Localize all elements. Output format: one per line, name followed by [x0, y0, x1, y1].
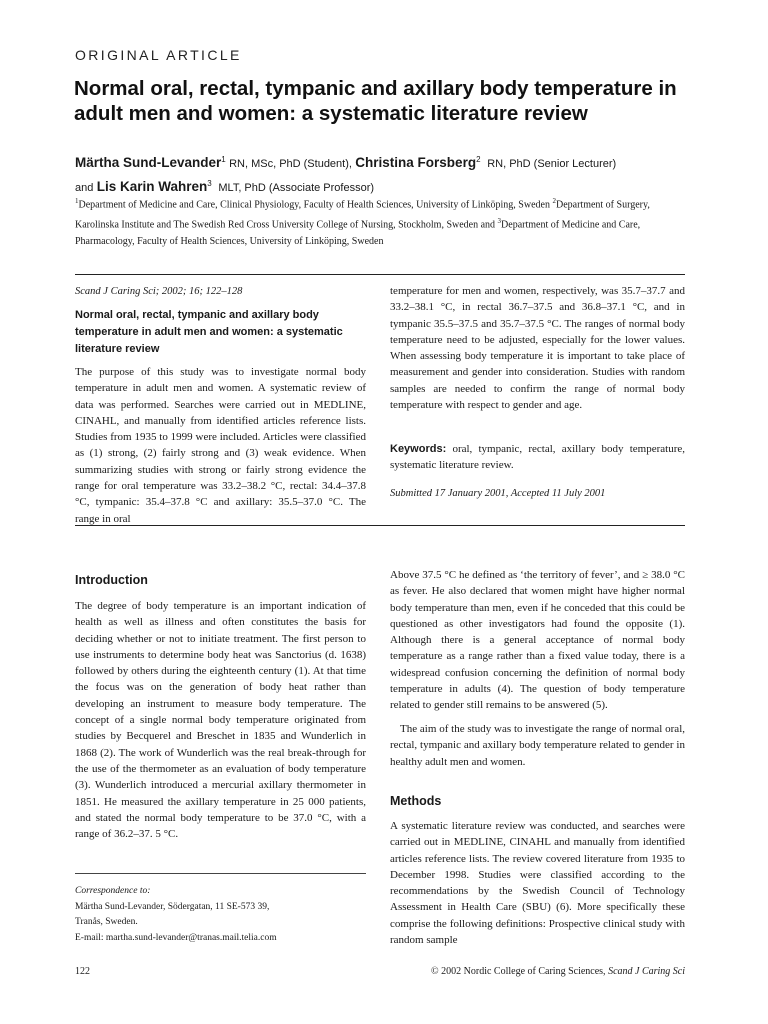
footer-journal: Scand J Caring Sci: [608, 966, 685, 977]
author-credentials: MLT, PhD (Associate Professor): [218, 182, 375, 194]
keywords-label: Keywords:: [390, 443, 447, 455]
introduction-body: The degree of body temperature is an important indication of health as well as illness and often constitutes the basis for deciding whether or not to initiate treatment. The first person to use instruments to determine body heat was Sanctorius (d. 1638) followed by others during the eighteenth century (1). At that time the focus was on the generation of body heat rather than developing an instrument to measure body temperature. The concept of a single normal body temperature originated from studies by Becquerel and Breschet in 1835 and Wunderlich in 1868 (2). The work of Wunderlich was the real break-through for the use of the thermometer as an evaluation of body temperature (3). Wunderlich introduced a mercurial axillary thermometer in 1851. He measured the axillary temperature in 25 000 patients, and stated the normal body temperature to be 37.0 °C, with a range of 36.2–37. 5 °C.: [75, 600, 366, 841]
top-divider: [75, 274, 685, 275]
correspondence-address: Märtha Sund-Levander, Södergatan, 11 SE-573 39,: [75, 901, 270, 912]
correspondence-label: Correspondence to:: [75, 886, 151, 896]
keywords-text: oral, tympanic, rectal, axillary body temperature, systematic literature review.: [390, 443, 686, 472]
affiliation-3: Department of Medicine and Care, Pharmacology, Faculty of Health Sciences, University of Linköping, Sweden: [75, 219, 641, 247]
author-credentials: RN, MSc, PhD (Student),: [229, 158, 352, 170]
methods-body: A systematic literature review was conducted, and searches were carried out in MEDLINE, CINAHL and manually from identified articles reference lists. The review covered literature from 1935 to December 1998. Studies were classified according to the recommendations by the Swedish Council of Technology Assessment in Health Care (SBU) (6). More specifically these comprise the following definitions: Prospective clinical study with random sample: [390, 820, 685, 947]
correspondence-email: E-mail: martha.sund-levander@tranas.mail.telia.com: [75, 932, 277, 943]
section-label: ORIGINAL ARTICLE: [75, 47, 242, 63]
correspondence-city: Tranås, Sweden.: [75, 917, 138, 927]
affiliation-2: Department of Surgery, Karolinska Institute and The Swedish Red Cross University College of Nursing, Stockholm, Sweden and: [75, 199, 650, 231]
article-title: Normal oral, rectal, tympanic and axillary body temperature in adult men and women: a systematic literature review: [74, 77, 677, 125]
keywords: [390, 441, 685, 474]
author-name: Christina Forsberg: [355, 155, 477, 170]
introduction-continued: Above 37.5 °C he defined as ‘the territory of fever’, and ≥ 38.0 °C as fever. He also declared that women might have higher normal body temperature than men, even if he conceded that this could be questioned as other investigators had found the opposite (1). Although there is a general acceptance of normal body temperature as a range rather than a fixed value today, there is a widespread confusion concerning the definition of normal body temperature in adults (4). The question of body temperature related to gender still remains to be answered (5).: [390, 569, 685, 712]
abstract-divider: [75, 525, 685, 526]
affiliations: $^1$Department of Medicine and Care, Clinical Physiology, Faculty of Health Sciences, University of Linköping, Sweden $^2$Department of Surgery, Karolinska Institute and The Swedish Red Cross University College of Nursing, Stockholm, Sweden and $^3$Department of Medicine and Care, Pharmacology, Faculty of Health Sciences, University of Linköping, Sweden: [75, 197, 650, 247]
author-name: Lis Karin Wahren: [96, 179, 208, 194]
author-list: [75, 150, 715, 198]
author-prefix: and: [75, 182, 94, 194]
copyright-text: © 2002 Nordic College of Caring Sciences,: [431, 966, 606, 977]
author-credentials: RN, PhD (Senior Lecturer): [487, 158, 617, 170]
author-sup: 2: [476, 155, 481, 164]
author-sup: 3: [207, 179, 212, 188]
page-number: 122: [75, 966, 90, 977]
methods-heading: Methods: [390, 794, 442, 808]
journal-reference: Scand J Caring Sci; 2002; 16; 122–128: [75, 286, 243, 297]
introduction-heading: Introduction: [75, 573, 148, 587]
introduction-aim: The aim of the study was to investigate the range of normal oral, rectal, tympanic and axillary body temperature related to gender in healthy adult men and women.: [390, 723, 685, 768]
abstract-title: Normal oral, rectal, tympanic and axillary body temperature in adult men and women: a systematic literature review: [75, 309, 343, 355]
affiliation-1: Department of Medicine and Care, Clinical Physiology, Faculty of Health Sciences, University of Linköping, Sweden: [78, 199, 550, 211]
author-name: Märtha Sund-Levander: [75, 155, 222, 170]
correspondence-divider: [75, 873, 366, 874]
correspondence: [75, 884, 375, 946]
submission-dates: Submitted 17 January 2001, Accepted 11 July 2001: [390, 488, 606, 499]
abstract-body: The purpose of this study was to investigate normal body temperature in adult men and women. A systematic review of data was performed. Searches were carried out in MEDLINE, CINAHL, and manually from identified articles reference lists. Studies from 1935 to 1999 were included. Articles were classified as (1) strong, (2) fairly strong and (3) weak evidence. When summarizing studies with strong or fairly strong evidence the range for oral temperature was 33.2–38.2 °C, rectal: 34.4–37.8 °C, tympanic: 35.4–37.8 °C and axillary: 35.5–37.0 °C. The range in oral: [75, 366, 366, 525]
abstract-continued: temperature for men and women, respectively, was 35.7–37.7 and 33.2–38.1 °C, in rectal 36.7–37.5 and 36.8–37.1 °C, and in tympanic 35.5–37.5 and 35.7–37.5 °C. The ranges of normal body temperature need to be adjusted, especially for the lower values. When assessing body temperature it is important to take place of measurement and gender into consideration. Studies with random samples are needed to confirm the range of normal body temperature with respect to gender and age.: [390, 285, 685, 412]
author-sup: 1: [221, 155, 226, 164]
footer-copyright: [390, 966, 685, 977]
